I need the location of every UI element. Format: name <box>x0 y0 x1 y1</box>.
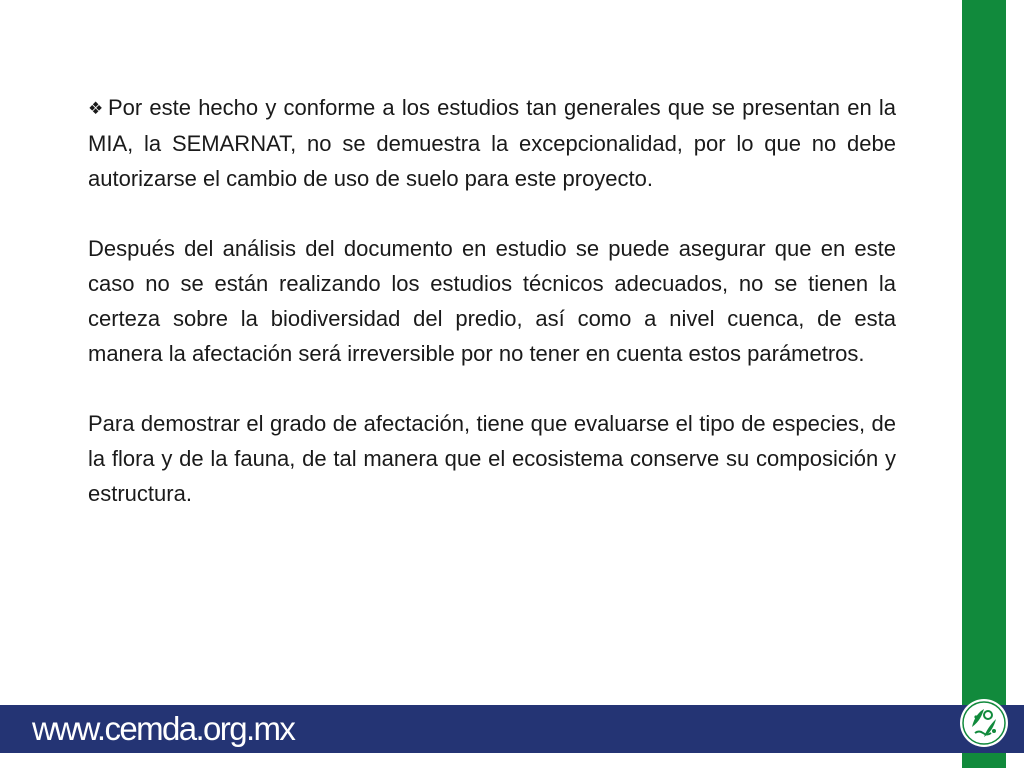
paragraph-1 <box>88 90 896 196</box>
paragraph-2: Después del análisis del documento en estudio se puede asegurar que en este caso no se están realizando los estudios técnicos adecuados, no se tienen la certeza sobre la biodiversidad del predio, así como a nivel cuenca, de esta manera la afectación será irreversible por no tener en cuenta estos parámetros. <box>88 236 896 366</box>
green-side-stripe <box>962 0 1006 768</box>
paragraph-3: Para demostrar el grado de afectación, tiene que evaluarse el tipo de especies, de la flora y de la fauna, de tal manera que el ecosistema conserve su composición y estructura. <box>88 411 896 506</box>
paragraph-1-text: Por este hecho y conforme a los estudios tan generales que se presentan en la MIA, la SEMARNAT, no se demuestra la excepcionalidad, por lo que no debe autorizarse el cambio de uso de suelo para este proyecto. <box>88 95 896 191</box>
cemda-logo-icon <box>958 697 1010 749</box>
footer-url: www.cemda.org.mx <box>32 710 295 747</box>
diamond-bullet-icon: ❖ <box>88 99 104 118</box>
slide-body <box>88 90 896 546</box>
